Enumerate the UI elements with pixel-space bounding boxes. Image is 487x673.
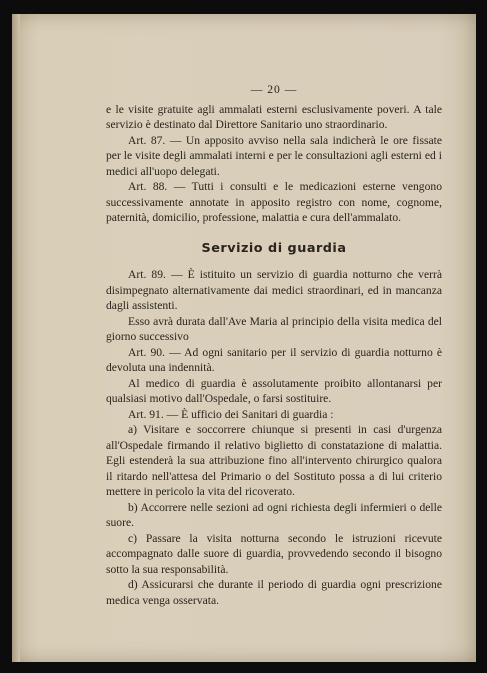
item-b: b) Accorrere nelle sezioni ad ogni richiesta degli infermieri o delle suore. [106, 500, 442, 529]
item-c: c) Passare la visita notturna secondo le istruzioni ricevute accompagnato dalle suore di guardia, provvedendo secondo il bisogno sotto la sua responsabilità. [106, 531, 442, 576]
item-d: d) Assicurarsi che durante il periodo di guardia ogni prescrizione medica venga osservata. [106, 578, 442, 607]
section-heading: Servizio di guardia [201, 240, 347, 256]
article-88: Art. 88. — Tutti i consulti e le medicazioni esterne vengono successivamente annotate in apposito registro con nome, cognome, paternità, domicilio, professione, malattia e cura dell'ammalato. [106, 180, 442, 224]
article-87: Art. 87. — Un apposito avviso nella sala indicherà le ore fissate per le visite degli ammalati interni e per le consultazioni agli esterni ed i medici all'uopo delegati. [106, 133, 442, 178]
article-91: Art. 91. — È ufficio dei Sanitari di guardia : [128, 407, 334, 421]
paragraph-prohibition: Al medico di guardia è assolutamente proibito allontanarsi per qualsiasi motivo dall'Ospedale, o farsi sostituire. [106, 376, 442, 405]
article-89: Art. 89. — È istituito un servizio di guardia notturno che verrà disimpegnato alternativamente dai medici straordinari, ed in mancanza dagli assistenti. [106, 268, 442, 312]
article-90: Art. 90. — Ad ogni sanitario per il servizio di guardia notturno è devoluta una indennità. [106, 345, 442, 374]
book-page [12, 14, 476, 662]
page-gutter [12, 14, 20, 662]
item-a: a) Visitare e soccorrere chiunque si presenti in casi d'urgenza all'Ospedale firmando il relativo biglietto di constatazione di malattia. Egli estenderà la sua attribuzione fino all'intervento chirurgico qualora il ritardo nell'attesa del Primario o del Sostituto possa a di lui criterio mettere in pericolo la vita del ricoverato. [106, 423, 442, 498]
page-text-block [106, 82, 442, 608]
paragraph-continuation: e le visite gratuite agli ammalati esterni esclusivamente poveri. A tale servizio è destinato dal Direttore Sanitario uno straordinario. [106, 102, 442, 131]
paragraph-duration: Esso avrà durata dall'Ave Maria al principio della visita medica del giorno successivo [106, 314, 442, 343]
page-number: — 20 — [250, 83, 298, 96]
